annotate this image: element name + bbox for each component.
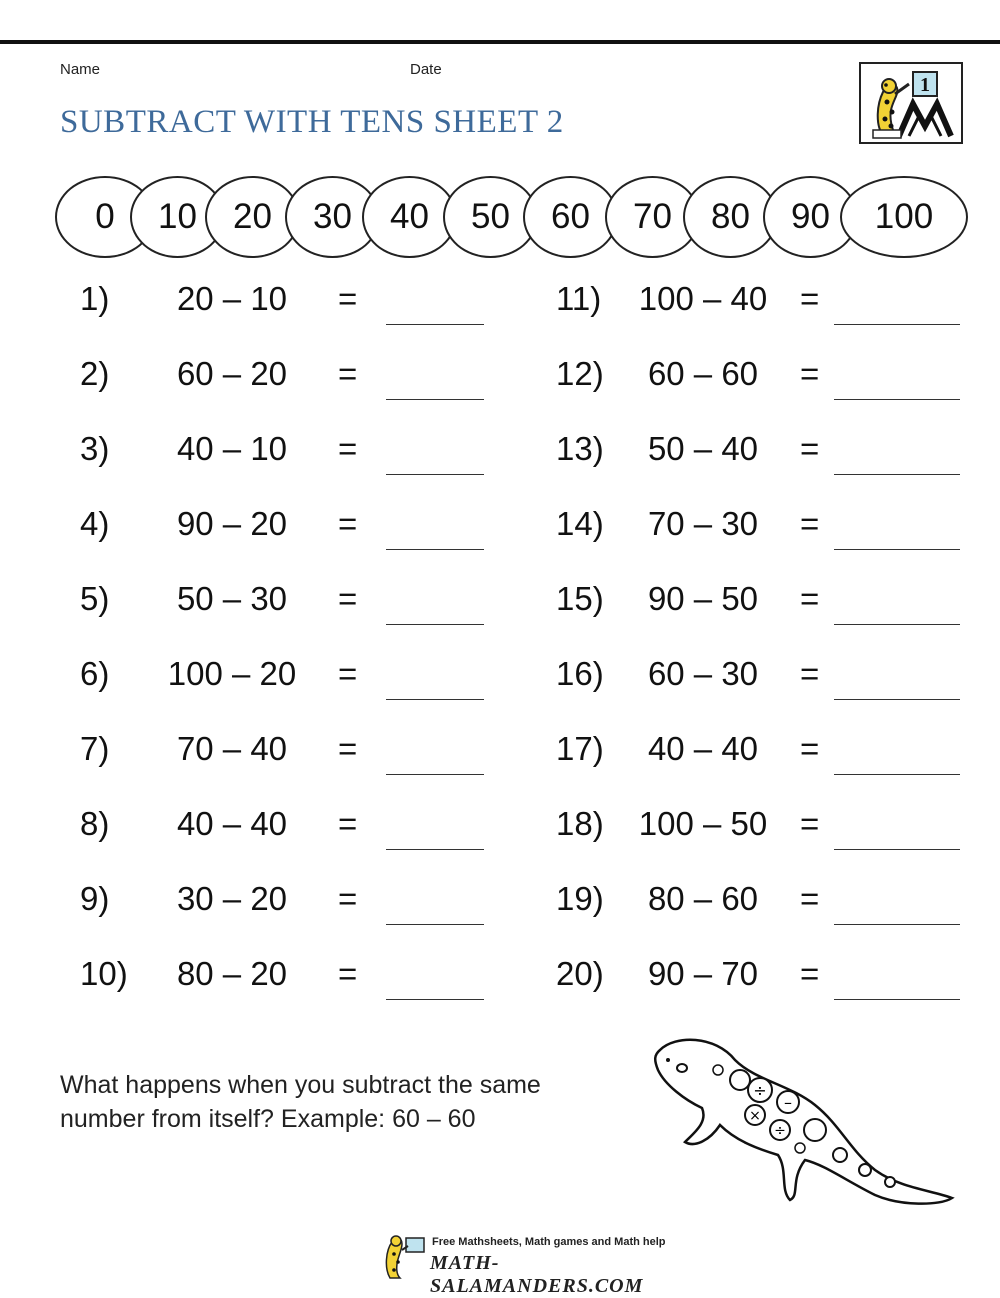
answer-line[interactable]: [386, 624, 484, 625]
question-expression: 90 – 50: [647, 580, 759, 617]
answer-line[interactable]: [834, 549, 960, 550]
answer-line[interactable]: [834, 924, 960, 925]
bottom-question-line2: number from itself? Example: 60 – 60: [60, 1105, 476, 1133]
question-expression: 40 – 40: [176, 805, 288, 842]
bottom-question: [60, 1068, 541, 1136]
question-number: 8): [80, 805, 110, 842]
name-label: Name: [60, 61, 101, 78]
question-expression: 100 – 20: [167, 655, 297, 692]
question-row: [80, 580, 520, 630]
equals-sign: =: [800, 355, 820, 392]
question-row: [556, 580, 996, 630]
equals-sign: =: [800, 880, 820, 917]
question-row: [556, 505, 996, 555]
number-oval: 70: [605, 176, 700, 258]
question-number: 4): [80, 505, 110, 542]
question-number: 5): [80, 580, 110, 617]
equals-sign: =: [800, 430, 820, 467]
answer-line[interactable]: [834, 474, 960, 475]
question-number: 15): [556, 580, 604, 617]
question-expression: 90 – 70: [647, 955, 759, 992]
question-expression: 80 – 60: [647, 880, 759, 917]
equals-sign: =: [800, 805, 820, 842]
answer-line[interactable]: [386, 774, 484, 775]
question-row: [80, 280, 520, 330]
question-expression: 70 – 40: [176, 730, 288, 767]
svg-text:÷: ÷: [774, 1123, 786, 1139]
equals-sign: =: [800, 280, 820, 317]
question-number: 2): [80, 355, 110, 392]
question-number: 1): [80, 280, 110, 317]
equals-sign: =: [800, 580, 820, 617]
question-expression: 60 – 60: [647, 355, 759, 392]
question-row: [80, 730, 520, 780]
answer-line[interactable]: [386, 399, 484, 400]
equals-sign: =: [800, 730, 820, 767]
answer-line[interactable]: [386, 999, 484, 1000]
question-number: 3): [80, 430, 110, 467]
footer-logo: [380, 1232, 680, 1297]
question-row: [80, 430, 520, 480]
number-oval: 0: [55, 176, 155, 258]
answer-line[interactable]: [834, 324, 960, 325]
number-oval: 20: [205, 176, 300, 258]
question-expression: 40 – 40: [647, 730, 759, 767]
answer-line[interactable]: [834, 774, 960, 775]
number-line: [50, 168, 975, 264]
answer-line[interactable]: [834, 624, 960, 625]
equals-sign: =: [800, 655, 820, 692]
question-number: 20): [556, 955, 604, 992]
footer-salamander-icon: [380, 1232, 428, 1280]
number-oval: 50: [443, 176, 538, 258]
question-number: 19): [556, 880, 604, 917]
equals-sign: =: [800, 955, 820, 992]
question-number: 18): [556, 805, 604, 842]
equals-sign: =: [338, 580, 358, 617]
number-oval: 10: [130, 176, 225, 258]
number-oval: 80: [683, 176, 778, 258]
answer-line[interactable]: [386, 324, 484, 325]
question-row: [80, 880, 520, 930]
footer-site-name: MATH-SALAMANDERS.COM: [430, 1252, 644, 1297]
equals-sign: =: [338, 430, 358, 467]
number-oval: 30: [285, 176, 380, 258]
question-expression: 40 – 10: [176, 430, 288, 467]
equals-sign: =: [338, 730, 358, 767]
question-expression: 50 – 30: [176, 580, 288, 617]
equals-sign: =: [338, 355, 358, 392]
question-expression: 50 – 40: [647, 430, 759, 467]
answer-line[interactable]: [834, 699, 960, 700]
question-row: [556, 430, 996, 480]
svg-text:÷: ÷: [753, 1081, 767, 1100]
answer-line[interactable]: [834, 399, 960, 400]
svg-text:×: ×: [749, 1108, 761, 1124]
question-number: 10): [80, 955, 128, 992]
equals-sign: =: [338, 505, 358, 542]
salamander-illustration: [640, 1030, 960, 1220]
question-number: 9): [80, 880, 110, 917]
question-number: 12): [556, 355, 604, 392]
question-number: 16): [556, 655, 604, 692]
equals-sign: =: [338, 655, 358, 692]
salamander-logo-icon: [859, 62, 963, 144]
logo-grade-text: 1: [920, 74, 930, 96]
question-row: [80, 955, 520, 1005]
question-expression: 90 – 20: [176, 505, 288, 542]
equals-sign: =: [338, 955, 358, 992]
number-oval: 40: [362, 176, 457, 258]
question-row: [556, 655, 996, 705]
answer-line[interactable]: [386, 474, 484, 475]
question-row: [556, 280, 996, 330]
question-expression: 80 – 20: [176, 955, 288, 992]
answer-line[interactable]: [834, 849, 960, 850]
question-number: 14): [556, 505, 604, 542]
question-row: [556, 730, 996, 780]
question-number: 7): [80, 730, 110, 767]
equals-sign: =: [338, 280, 358, 317]
equals-sign: =: [338, 805, 358, 842]
svg-text:–: –: [784, 1093, 792, 1112]
equals-sign: =: [338, 880, 358, 917]
question-row: [80, 355, 520, 405]
answer-line[interactable]: [834, 999, 960, 1000]
question-expression: 100 – 40: [638, 280, 768, 317]
bottom-question-line1: What happens when you subtract the same: [60, 1071, 541, 1099]
answer-line[interactable]: [386, 549, 484, 550]
question-row: [80, 655, 520, 705]
question-number: 11): [556, 280, 602, 317]
question-expression: 100 – 50: [638, 805, 768, 842]
question-number: 6): [80, 655, 110, 692]
question-row: [556, 955, 996, 1005]
question-expression: 60 – 30: [647, 655, 759, 692]
question-expression: 30 – 20: [176, 880, 288, 917]
question-row: [80, 505, 520, 555]
answer-line[interactable]: [386, 924, 484, 925]
number-oval: 100: [840, 176, 968, 258]
date-label: Date: [410, 61, 442, 78]
question-row: [556, 355, 996, 405]
number-oval: 90: [763, 176, 858, 258]
top-rule: [0, 40, 1000, 44]
question-row: [80, 805, 520, 855]
answer-line[interactable]: [386, 699, 484, 700]
question-row: [556, 880, 996, 930]
question-expression: 70 – 30: [647, 505, 759, 542]
number-oval: 60: [523, 176, 618, 258]
question-row: [556, 805, 996, 855]
answer-line[interactable]: [386, 849, 484, 850]
question-number: 17): [556, 730, 604, 767]
page-title: SUBTRACT WITH TENS SHEET 2: [60, 104, 564, 140]
footer-tagline: Free Mathsheets, Math games and Math help: [432, 1236, 666, 1248]
question-number: 13): [556, 430, 604, 467]
question-expression: 20 – 10: [176, 280, 288, 317]
equals-sign: =: [800, 505, 820, 542]
question-expression: 60 – 20: [176, 355, 288, 392]
